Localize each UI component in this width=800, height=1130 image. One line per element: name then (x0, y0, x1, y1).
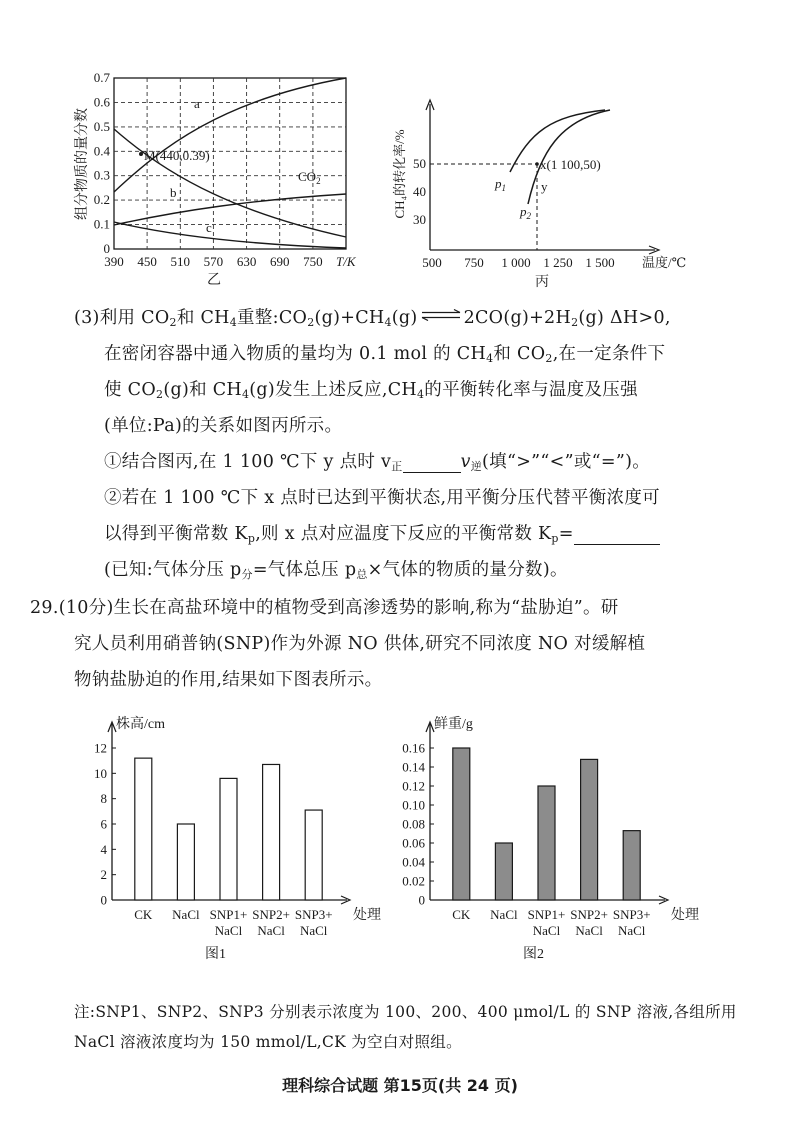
svg-text:0.6: 0.6 (93, 94, 110, 110)
fig-yi-caption: 乙 (207, 273, 221, 288)
fig2-ytick-label: 0.10 (402, 797, 425, 813)
fig1-ytick-label: 6 (100, 816, 107, 832)
svg-text:510: 510 (170, 254, 191, 269)
svg-text:690: 690 (269, 254, 290, 269)
svg-text:0.5: 0.5 (93, 118, 110, 134)
q29-line-3: 物钠盐胁迫的作用,结果如下图表所示。 (74, 670, 383, 690)
q3-line-2: 在密闭容器中通入物质的量均为 0.1 mol 的 $CH_4$和 $CO_2$,在一定条件下 (104, 344, 666, 365)
chart-fig1 (70, 710, 390, 965)
fig2-title: 图2 (523, 947, 544, 962)
fig2-ytick-label: 0.16 (402, 740, 425, 756)
note-line-1: 注:SNP1、SNP2、SNP3 分别表示浓度为 100、200、400 μmol/L 的 SNP 溶液,各组所用 (74, 1003, 737, 1021)
fig2-bar (453, 748, 470, 900)
note-line-2: NaCl 溶液浓度均为 150 mmol/L,CK 为空白对照组。 (74, 1033, 462, 1051)
fig1-title: 图1 (205, 947, 226, 962)
answer-blank-2[interactable] (574, 524, 660, 545)
svg-text:1 500: 1 500 (585, 255, 615, 270)
fig1-bar (135, 758, 152, 900)
svg-text:450: 450 (137, 254, 157, 269)
fig2-category-label-2: NaCl (617, 923, 646, 938)
curve-c-label: c (206, 220, 212, 235)
fig2-category-label: SNP2+ (570, 907, 608, 922)
fig1-category-label-2: NaCl (299, 923, 328, 938)
q3-line-1: (3)利用 $CO_2$和 $CH_4$重整$:CO_2(g)+CH_4(g)$ $2CO(g)+2H_2(g)$ ΔH>0, (74, 308, 671, 329)
svg-text:1 250: 1 250 (543, 255, 573, 270)
figure-yi (72, 62, 372, 292)
fig2-ytick-label: 0.08 (402, 816, 425, 832)
fig2-category-label: NaCl (490, 907, 518, 922)
fig2-ytick-label: 0 (418, 892, 425, 908)
fig2-category-label-2: NaCl (575, 923, 603, 938)
svg-text:570: 570 (203, 254, 224, 269)
fig-bing-ylabel: CH₄的转化率/% (392, 129, 407, 219)
fig2-category-label-2: NaCl (532, 923, 561, 938)
fig2-category-label: SNP1+ (527, 907, 566, 922)
fig2-ytick-label: 0.06 (402, 835, 425, 851)
curve-b-label: b (170, 185, 177, 200)
fig1-category-label-2: NaCl (214, 923, 243, 938)
fig1-bar (220, 778, 237, 900)
fig1-category-label: NaCl (172, 907, 200, 922)
point-x-label: x(1 100,50) (540, 157, 601, 172)
curve-co2-label: $CO_2$ (298, 169, 321, 186)
fig1-ytick-label: 0 (100, 892, 107, 908)
fig2-ylabel: 鲜重/g (434, 717, 473, 732)
curve-p2-label: $p_2$ (520, 204, 531, 221)
q3-sub2-line-1: ②若在 1 100 ℃下 x 点时已达到平衡状态,用平衡分压代替平衡浓度可 (104, 488, 660, 508)
point-m-label: M(440,0.39) (144, 148, 210, 163)
fig2-ytick-label: 0.02 (402, 873, 425, 889)
fig-bing-yticks (413, 156, 426, 227)
fig-yi-yticks (94, 70, 111, 256)
fig1-ylabel: 株高/cm (116, 717, 165, 732)
fig-yi-xlabel: T/K (336, 254, 356, 269)
fig1-category-label: SNP1+ (209, 907, 248, 922)
fig1-xlabel: 处理 (353, 908, 381, 923)
fig1-bar (177, 824, 194, 900)
q29-line-2: 究人员利用硝普钠(SNP)作为外源 NO 供体,研究不同浓度 NO 对缓解植 (74, 634, 646, 654)
fig2-ytick-label: 0.14 (402, 759, 425, 775)
q29-line-1: 29.(10分)生长在高盐环境中的植物受到高渗透势的影响,称为“盐胁迫”。研 (30, 598, 619, 618)
curve-c (114, 222, 346, 248)
svg-text:0.7: 0.7 (93, 70, 110, 85)
fig1-category-label-2: NaCl (257, 923, 285, 938)
fig2-ytick-label: 0.12 (402, 778, 425, 794)
answer-blank-1[interactable] (403, 452, 461, 473)
svg-text:750: 750 (464, 255, 484, 270)
fig2-bar (538, 786, 555, 900)
fig-yi-ylabel: 组分物质的量分数 (75, 108, 90, 220)
svg-text:0.3: 0.3 (93, 167, 110, 183)
fig1-ytick-label: 8 (100, 791, 107, 807)
point-x-marker (535, 162, 539, 166)
chart-fig2 (388, 710, 708, 965)
fig1-bar (263, 764, 280, 900)
figure-bing (390, 92, 710, 292)
q3-line-4: (单位:Pa)的关系如图丙所示。 (104, 416, 343, 436)
fig2-bar (581, 759, 598, 900)
curve-p1-label: $p_1$ (495, 176, 506, 193)
fig1-category-label: CK (134, 907, 153, 922)
fig1-bar (305, 810, 322, 900)
fig2-bar (495, 843, 512, 900)
svg-text:30: 30 (413, 212, 426, 227)
q3-sub2-line-3: (已知:气体分压 $p_分=$气体总压 $p_总\times$气体的物质的量分数)。 (104, 560, 568, 581)
svg-text:390: 390 (104, 254, 124, 269)
fig1-category-label: SNP2+ (252, 907, 290, 922)
fig-bing-caption: 丙 (535, 275, 549, 290)
q3-sub1: ①结合图丙,在 1 100 ℃下 y 点时 $v_正$ $v_逆$(填“>”“<”或“=”)。 (104, 452, 651, 473)
fig1-ytick-label: 10 (94, 765, 107, 781)
svg-text:0: 0 (103, 241, 110, 256)
curve-b (114, 194, 346, 225)
fig2-category-label: SNP3+ (612, 907, 651, 922)
fig-bing-xticks (422, 255, 614, 270)
q3-line-3: 使 $CO_2(g)$和 $CH_4(g)$发生上述反应$,CH_4$的平衡转化率与温度及压强 (104, 380, 638, 401)
point-m-marker (139, 152, 143, 156)
fig2-bar (623, 831, 640, 900)
page-footer: 理科综合试题 第15页(共 24 页) (282, 1076, 518, 1095)
fig1-ytick-label: 12 (94, 740, 107, 756)
fig2-ytick-label: 0.04 (402, 854, 425, 870)
fig1-category-label: SNP3+ (294, 907, 333, 922)
equilibrium-arrow-icon (420, 309, 462, 321)
svg-text:750: 750 (303, 254, 323, 269)
q3-sub2-line-2: 以得到平衡常数 $K_p$,则 x 点对应温度下反应的平衡常数 $K_p=$ (104, 520, 660, 545)
fig1-ytick-label: 4 (100, 841, 107, 857)
svg-text:0.4: 0.4 (93, 143, 110, 159)
fig1-ytick-label: 2 (100, 867, 107, 883)
fig-yi-xticks (104, 254, 322, 269)
svg-text:50: 50 (413, 156, 426, 171)
point-y-label: y (541, 179, 548, 194)
svg-text:1 000: 1 000 (501, 255, 531, 270)
fig-bing-xlabel: 温度/℃ (642, 255, 687, 270)
svg-text:0.2: 0.2 (93, 192, 110, 208)
svg-text:630: 630 (236, 254, 257, 269)
fig-yi-gridlines (114, 78, 346, 249)
svg-text:500: 500 (422, 255, 442, 270)
svg-text:40: 40 (413, 184, 426, 199)
curve-a-label: a (194, 96, 200, 111)
fig2-xlabel: 处理 (671, 908, 699, 923)
fig2-category-label: CK (452, 907, 471, 922)
svg-text:0.1: 0.1 (93, 216, 110, 232)
